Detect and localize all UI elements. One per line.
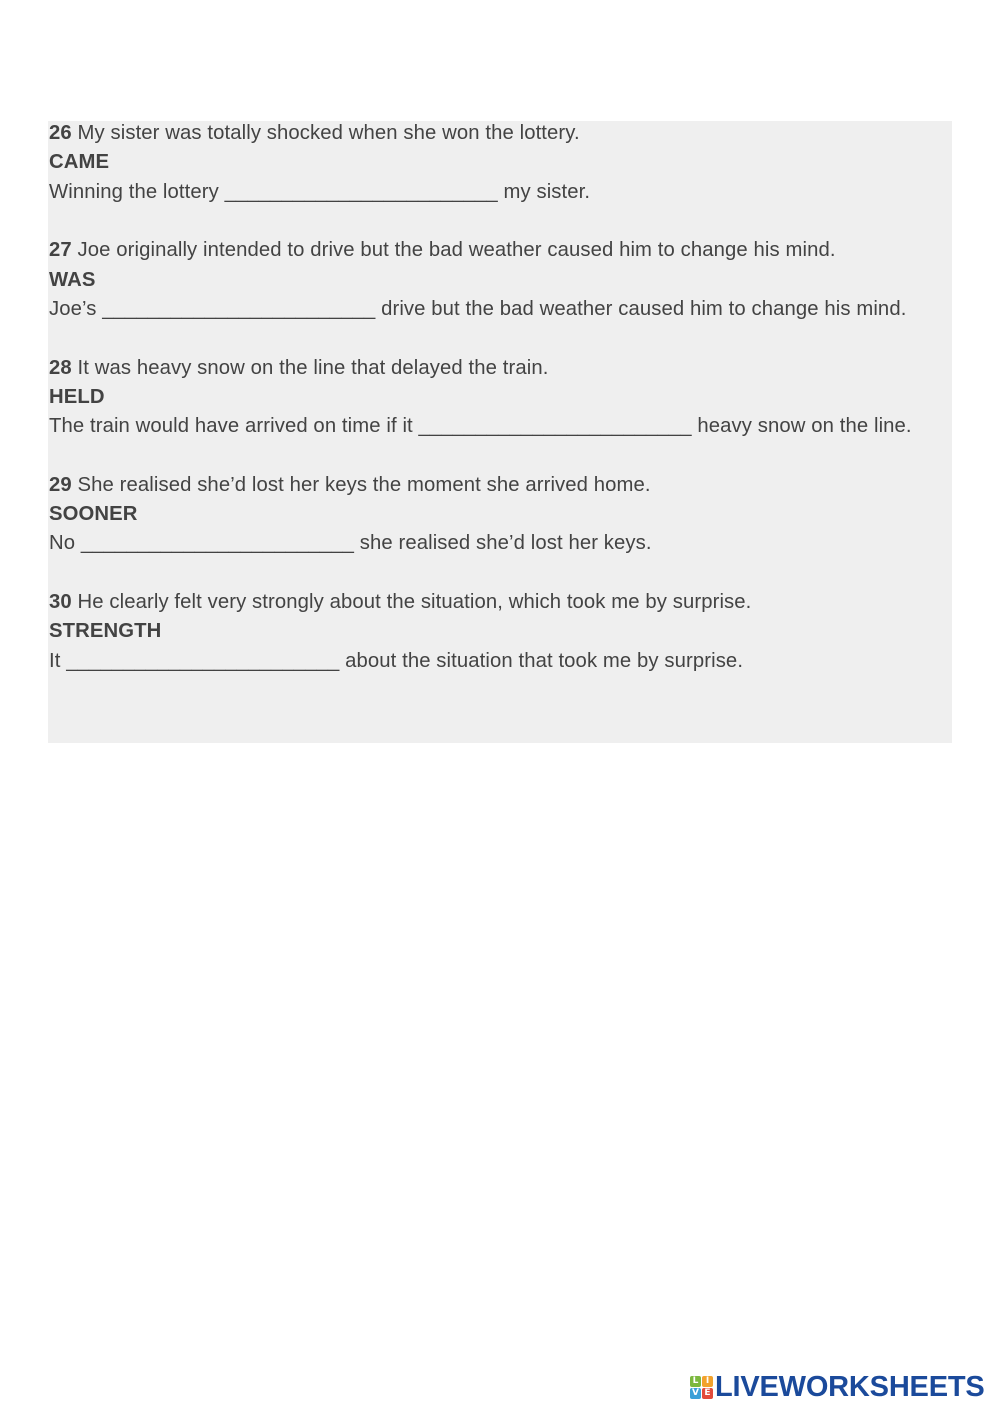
- answer-blank[interactable]: ________________________: [102, 297, 376, 320]
- prompt-text: She realised she’d lost her keys the moment she arrived home.: [77, 473, 651, 496]
- answer-blank[interactable]: ________________________: [66, 649, 340, 672]
- exercise-item-30: [49, 588, 954, 676]
- exercise-number: 27: [49, 239, 72, 262]
- liveworksheets-logo-icon: [690, 1376, 713, 1399]
- sentence-start: The train would have arrived on time if it: [49, 415, 413, 438]
- transformation-sentence: [49, 647, 954, 676]
- exercise-item-27: [49, 236, 954, 324]
- transformation-sentence: [49, 295, 954, 324]
- exercise-number: 30: [49, 591, 72, 614]
- sentence-end: my sister.: [503, 180, 591, 203]
- exercise-item-29: [49, 471, 954, 559]
- transformation-sentence: [49, 178, 954, 207]
- keyword: SOONER: [49, 503, 138, 526]
- logo-tile-e: E: [702, 1388, 713, 1399]
- exercise-prompt: [49, 236, 954, 265]
- prompt-text: Joe originally intended to drive but the bad weather caused him to change his mind.: [77, 239, 836, 262]
- sentence-start: Winning the lottery: [49, 180, 219, 203]
- sentence-start: It: [49, 649, 61, 672]
- exercise-number: 28: [49, 356, 72, 379]
- sentence-start: Joe’s: [49, 297, 97, 320]
- sentence-end: she realised she’d lost her keys.: [359, 532, 652, 555]
- sentence-end: heavy snow on the line.: [697, 415, 912, 438]
- logo-tile-l: L: [690, 1376, 701, 1387]
- logo-tile-v: V: [690, 1388, 701, 1399]
- logo-wordmark: LIVEWORKSHEETS: [715, 1371, 985, 1403]
- exercise-item-26: [49, 119, 954, 207]
- sentence-start: No: [49, 532, 76, 555]
- keyword: STRENGTH: [49, 620, 162, 643]
- prompt-text: He clearly felt very strongly about the situation, which took me by surprise.: [77, 591, 752, 614]
- answer-blank[interactable]: ________________________: [80, 532, 354, 555]
- sentence-end: drive but the bad weather caused him to change his mind.: [381, 297, 907, 320]
- sentence-end: about the situation that took me by surprise.: [345, 649, 744, 672]
- keyword: HELD: [49, 385, 105, 408]
- prompt-text: My sister was totally shocked when she won the lottery.: [77, 122, 580, 144]
- exercise-prompt: [49, 354, 954, 383]
- exercise-item-28: [49, 354, 954, 442]
- exercise-list: [49, 119, 954, 705]
- transformation-sentence: [49, 412, 919, 441]
- answer-blank[interactable]: ________________________: [224, 180, 498, 203]
- keyword: CAME: [49, 151, 110, 174]
- logo-tile-i: I: [702, 1376, 713, 1387]
- answer-blank[interactable]: ________________________: [418, 415, 692, 438]
- exercise-prompt: [49, 471, 954, 500]
- exercise-number: 26: [49, 122, 72, 144]
- keyword: WAS: [49, 268, 96, 291]
- exercise-prompt: [49, 119, 954, 148]
- exercise-prompt: [49, 588, 954, 617]
- prompt-text: It was heavy snow on the line that delayed the train.: [77, 356, 549, 379]
- transformation-sentence: [49, 529, 954, 558]
- exercise-number: 29: [49, 473, 72, 496]
- liveworksheets-logo: [690, 1372, 985, 1402]
